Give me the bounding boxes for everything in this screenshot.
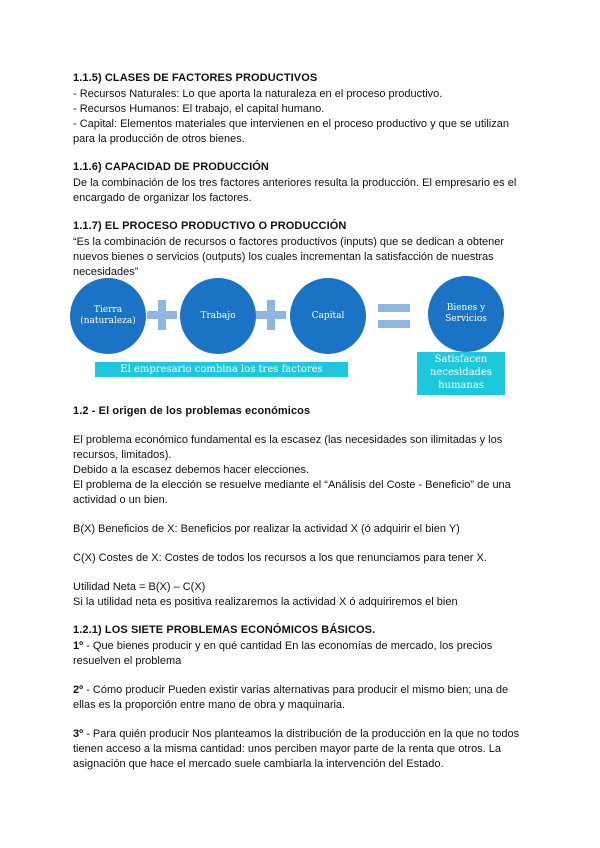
equals-icon: [378, 304, 410, 328]
circle-capital: [290, 278, 366, 354]
box-label: necesidades: [429, 367, 493, 378]
heading-116: 1.1.6) CAPACIDAD DE PRODUCCIÓN: [73, 161, 269, 173]
text-line: - Recursos Humanos: El trabajo, el capital humano.: [73, 103, 325, 115]
plus-icon: [256, 300, 286, 330]
circle-label: Capital: [311, 310, 345, 321]
problem-text: - Que bienes producir y en qué cantidad En las economías de mercado, los precios: [83, 640, 493, 652]
text-line: encargado de organizar los factores.: [73, 192, 252, 204]
text-line: De la combinación de los tres factores anteriores resulta la producción. El empresario es el: [73, 177, 517, 189]
text-line: - Recursos Naturales: Lo que aporta la naturaleza en el proceso productivo.: [73, 88, 443, 100]
text-line: Debido a la escasez debemos hacer elecciones.: [73, 464, 310, 476]
heading-121: 1.2.1) LOS SIETE PROBLEMAS ECONÓMICOS BÁSICOS.: [73, 624, 376, 636]
problem-3-line: [73, 727, 519, 742]
heading-12: 1.2 - El origen de los problemas económicos: [73, 405, 311, 417]
text-line: ellas es la proporción entre mano de obra y maquinaria.: [73, 699, 346, 711]
text-line: actividad o un bien.: [73, 494, 168, 506]
circle-label: Servicios: [445, 314, 487, 324]
problem-2-line: [73, 683, 508, 698]
text-line: tienen acceso a la misma cantidad: unos perciben mayor parte de la renta que otros. La: [73, 743, 502, 755]
problem-1-line: [73, 639, 492, 654]
heading-117: 1.1.7) EL PROCESO PRODUCTIVO O PRODUCCIÓN: [73, 220, 347, 232]
heading-115: 1.1.5) CLASES DE FACTORES PRODUCTIVOS: [73, 72, 318, 84]
circle-label: Trabajo: [200, 310, 236, 321]
text-line: recursos, limitados).: [73, 449, 172, 461]
text-line: asignación que hace el mercado suele cambiarla la intervención del Estado.: [73, 758, 444, 770]
circle-trabajo: [180, 278, 256, 354]
circle-bienes: [428, 276, 504, 352]
satisfy-needs-box: [417, 352, 505, 395]
plus-icon: [147, 300, 177, 330]
text-line: “Es la combinación de recursos o factores productivos (inputs) que se dedican a obtener: [73, 236, 505, 248]
text-line: Si la utilidad neta es positiva realizaremos la actividad X ó adquiriremos el bien: [73, 596, 458, 608]
text-line: nuevos bienes o servicios (outputs) los cuales incrementan la satisfacción de nuestras: [73, 251, 494, 263]
problem-number: 1º: [73, 640, 84, 652]
text-line: necesidades”: [73, 266, 139, 278]
problem-number: 3º: [73, 728, 84, 740]
circle-label: Tierra: [93, 305, 123, 315]
text-line: resuelven el problema: [73, 655, 182, 667]
problem-text: - Para quién producir Nos planteamos la distribución de la producción en la que no todos: [83, 728, 520, 740]
text-line: El problema económico fundamental es la escasez (las necesidades son ilimitadas y los: [73, 434, 503, 446]
circle-label: Bienes y: [446, 303, 486, 313]
circle-label: (naturaleza): [80, 316, 136, 326]
entrepreneur-bar: El empresario combina los tres factores: [95, 362, 348, 377]
text-line: El problema de la elección se resuelve mediante el “Análisis del Coste - Beneficio” de una: [73, 479, 511, 491]
text-line: para la producción de otros bienes.: [73, 133, 245, 145]
problem-text: - Cómo producir Pueden existir varias alternativas para producir el mismo bien; una de: [83, 684, 509, 696]
cost-line: C(X) Costes de X: Costes de todos los recursos a los que renunciamos para tener X.: [73, 552, 487, 564]
net-utility-formula: Utilidad Neta = B(X) – C(X): [73, 581, 206, 593]
text-line: - Capital: Elementos materiales que intervienen en el proceso productivo y que se utilizan: [73, 118, 509, 130]
box-label: humanas: [438, 380, 484, 391]
benefit-line: B(X) Beneficios de X: Beneficios por realizar la actividad X (ó adquirir el bien Y): [73, 523, 460, 535]
problem-number: 2º: [73, 684, 84, 696]
circle-tierra: [70, 278, 146, 354]
box-label: Satisfacen: [434, 354, 488, 365]
